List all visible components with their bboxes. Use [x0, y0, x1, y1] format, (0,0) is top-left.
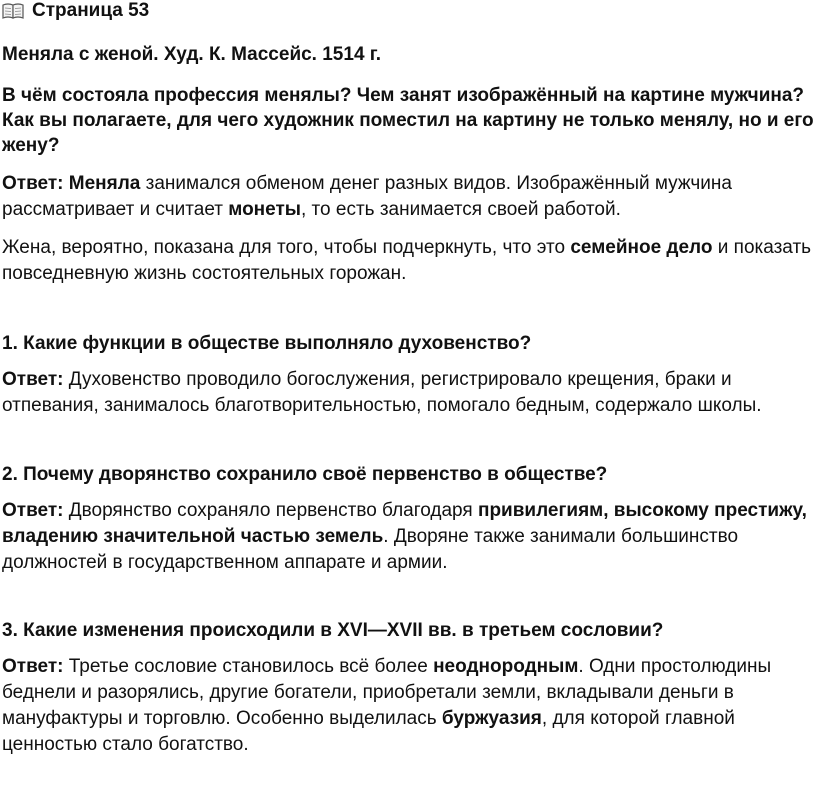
intro-question: В чём состояла профессия менялы? Чем занят изображённый на картине мужчина? Как вы полагаете, для чего художник поместил на картину не только менялу, но и его жену? — [2, 85, 814, 156]
page-header — [2, 0, 814, 23]
bold-term: неоднородным — [433, 656, 579, 677]
answer-text: Духовенство проводило богослужения, регистрировало крещения, браки и отпевания, занималось благотворительностью, помогало бедным, содержало школы. — [2, 369, 762, 416]
bold-term: привилегиям, высокому престижу, владению значительной частью земель — [2, 500, 807, 547]
bold-term: Меняла — [68, 173, 141, 194]
answer-label: Ответ: — [2, 173, 64, 194]
answer-label: Ответ: — [2, 369, 64, 390]
answer-text: , то есть занимается своей работой. — [301, 199, 621, 220]
question-1: 1. Какие функции в обществе выполняло духовенство? — [2, 333, 532, 354]
bold-term: буржуазия — [441, 708, 542, 729]
answer-3 — [2, 654, 814, 758]
bold-term: монеты — [228, 199, 301, 220]
answer-text: . Дворяне также занимали большинство должностей в государственном аппарате и армии. — [2, 526, 739, 573]
question-block-1 — [2, 331, 814, 419]
intro-answer-2 — [2, 235, 814, 287]
picture-caption: Меняла с женой. Худ. К. Массейс. 1514 г. — [2, 44, 382, 65]
answer-text: занимался обменом денег разных видов. Изображённый мужчина рассматривает и считает — [2, 173, 732, 220]
question-block-2 — [2, 462, 814, 576]
page-title: Страница 53 — [32, 0, 150, 21]
open-book-icon — [2, 2, 24, 20]
answer-text: Жена, вероятно, показана для того, чтобы подчеркнуть, что это — [2, 237, 571, 258]
answer-text: Дворянство сохраняло первенство благодаря — [63, 500, 478, 521]
question-block-3 — [2, 618, 814, 758]
answer-text: Третье сословие становилось всё более — [63, 656, 434, 677]
answer-label: Ответ: — [2, 656, 64, 677]
answer-label: Ответ: — [2, 500, 64, 521]
answer-2 — [2, 498, 814, 576]
bold-term: семейное дело — [570, 237, 713, 258]
answer-text: и показать повседневную жизнь состоятельных горожан. — [2, 237, 812, 284]
answer-text: , для которой главной ценностью стало богатство. — [2, 708, 735, 755]
answer-text: . Одни простолюдины беднели и разорялись, другие богатели, приобретали земли, вкладывали деньги в мануфактуры и торговлю. Особенно выделилась — [2, 656, 772, 729]
question-2: 2. Почему дворянство сохранило своё первенство в обществе? — [2, 464, 608, 485]
intro-answer-1 — [2, 171, 814, 223]
question-3: 3. Какие изменения происходили в XVI—XVII вв. в третьем сословии? — [2, 620, 664, 641]
answer-1 — [2, 367, 814, 419]
